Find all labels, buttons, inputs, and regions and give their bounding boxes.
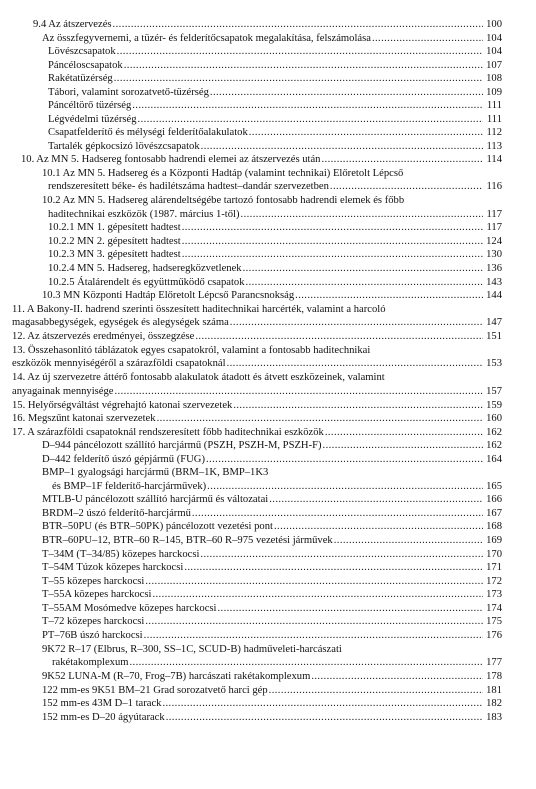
dot-leader	[124, 59, 483, 72]
dot-leader	[227, 357, 483, 370]
toc-entry-title: 10.2 Az MN 5. Hadsereg alárendeltségébe tartozó fontosabb hadrendi elemek és főbb	[42, 195, 405, 206]
toc-entry	[0, 113, 536, 126]
toc-entry	[0, 167, 536, 180]
toc-entry	[0, 507, 536, 520]
toc-entry	[0, 303, 536, 316]
dot-leader	[274, 520, 483, 533]
dot-leader	[113, 18, 483, 31]
toc-entry-title: Az összfegyvernemi, a tüzér- és felderítőcsapatok megalakítása, felszámolása	[42, 32, 371, 44]
dot-leader	[195, 330, 483, 343]
toc-entry	[0, 344, 536, 357]
toc-entry-title: haditechnikai eszközök (1987. március 1-től)	[48, 208, 240, 220]
toc-page-number: 111	[486, 100, 502, 111]
dot-leader	[311, 670, 483, 683]
dot-leader	[157, 412, 483, 425]
toc-entry-title: 11. A Bakony-II. hadrend szerinti összesített haditechnikai harcérték, valamint a harcoló	[12, 303, 386, 315]
toc-entry-title: 17. A szárazföldi csapatoknál rendszeresített főbb haditechnikai eszközök	[12, 426, 324, 438]
toc-entry	[0, 697, 536, 710]
toc-entry-title: PT–76B úszó harckocsi	[42, 630, 143, 641]
toc-entry-title: T–72 közepes harckocsi	[42, 616, 145, 627]
toc-page-number: 172	[486, 575, 502, 587]
toc-page-number: 167	[486, 507, 502, 519]
toc-entry-title: eszközök mennyiségéről a szárazföldi csapatoknál	[12, 358, 226, 369]
toc-entry-title: Tábori, valamint sorozatvető-tüzérség	[48, 86, 209, 98]
toc-entry	[0, 670, 536, 683]
toc-entry-title: T–55A közepes harckocsi	[42, 589, 152, 600]
toc-entry	[0, 480, 536, 493]
toc-entry	[0, 194, 536, 207]
toc-page-number: 151	[486, 331, 502, 342]
toc-entry	[0, 561, 536, 574]
dot-leader	[325, 426, 483, 439]
dot-leader	[129, 656, 483, 669]
toc-page-number: 109	[486, 86, 502, 98]
toc-page-number: 143	[486, 276, 502, 288]
toc-entry	[0, 684, 536, 697]
dot-leader	[114, 72, 483, 85]
toc-page-number: 144	[486, 290, 502, 301]
toc-page-number: 174	[486, 602, 502, 614]
toc-page-number: 114	[486, 154, 502, 165]
dot-leader	[138, 113, 483, 126]
dot-leader	[233, 399, 483, 412]
toc-entry-title: 13. Összehasonlító táblázatok egyes csapatokról, valamint a fontosabb haditechnikai	[12, 344, 371, 356]
toc-entry	[0, 18, 536, 31]
toc-page-number: 165	[486, 480, 502, 492]
dot-leader	[241, 208, 483, 221]
toc-entry-title: Páncéltörő tüzérség	[48, 100, 132, 111]
toc-entry	[0, 602, 536, 615]
toc-entry-title: 10.2.5 Átalárendelt és együttműködő csapatok	[48, 276, 245, 288]
dot-leader	[207, 480, 483, 493]
toc-entry	[0, 615, 536, 628]
toc-page-number: 117	[486, 222, 502, 233]
toc-entry-title: BMP–1 gyalogsági harcjármű (BRM–1K, BMP–1K3	[42, 467, 269, 478]
toc-page-number: 171	[486, 562, 502, 573]
toc-entry-title: 14. Az új szervezetre áttérő fontosabb alakulatok átadott és átvett eszközeinek, valamint	[12, 372, 385, 383]
toc-entry-title: 9K52 LUNA-M (R–70, Frog–7B) harcászati rakétakomplexum	[42, 671, 311, 682]
toc-entry-title: 10.2.3 MN 3. gépesített hadtest	[48, 249, 181, 260]
toc-page-number: 136	[486, 263, 502, 274]
dot-leader	[217, 602, 483, 615]
toc-entry	[0, 262, 536, 275]
toc-page-number: 113	[486, 140, 502, 152]
toc-entry-title: D–442 felderítő úszó gépjármű (FUG)	[42, 453, 205, 465]
dot-leader	[323, 439, 483, 452]
toc-entry	[0, 180, 536, 193]
toc-entry	[0, 520, 536, 533]
toc-page-number: 178	[486, 671, 502, 682]
toc-page-number: 160	[486, 413, 502, 424]
toc-entry	[0, 32, 536, 45]
toc-entry-title: BTR–60PU–12, BTR–60 R–145, BTR–60 R–975 vezetési járművek	[42, 535, 333, 546]
toc-entry-title: 10.2.4 MN 5. Hadsereg, hadseregközvetlenek	[48, 263, 242, 274]
dot-leader	[162, 697, 483, 710]
dot-leader	[249, 126, 483, 139]
toc-page-number: 111	[486, 113, 502, 125]
toc-entry	[0, 466, 536, 479]
toc-entry-title: anyagainak mennyisége	[12, 385, 114, 397]
dot-leader	[269, 684, 483, 697]
toc-entry	[0, 45, 536, 58]
toc-page-number: 166	[486, 494, 502, 505]
toc-entry	[0, 643, 536, 656]
toc-page-number: 108	[486, 73, 502, 84]
toc-entry	[0, 72, 536, 85]
dot-leader	[144, 629, 483, 642]
toc-entry	[0, 493, 536, 506]
dot-leader	[334, 534, 483, 547]
toc-entry-title: rendszeresített béke- és hadilétszáma hadtest–dandár szervezetben	[48, 181, 329, 192]
toc-entry-title: D–944 páncélozott szállító harcjármű (PSZH, PSZH-M, PSZH-F)	[42, 440, 322, 451]
toc-page-number: 104	[486, 32, 502, 44]
toc-entry	[0, 126, 536, 139]
toc-entry-title: 10. Az MN 5. Hadsereg fontosabb hadrendi elemei az átszervezés után	[21, 154, 321, 165]
toc-page-number: 130	[486, 249, 502, 260]
toc-entry-title: 10.2.1 MN 1. gépesített hadtest	[48, 222, 181, 233]
toc-entry-title: 10.2.2 MN 2. gépesített hadtest	[48, 235, 181, 247]
toc-entry	[0, 439, 536, 452]
dot-leader	[243, 262, 483, 275]
toc-entry	[0, 588, 536, 601]
toc-page-number: 100	[486, 19, 502, 30]
toc-entry-title: Tartalék gépkocsizó lövészcsapatok	[48, 140, 200, 152]
toc-entry-title: T–55 közepes harckocsi	[42, 575, 145, 587]
toc-entry-title: magasabbegységek, egységek és alegységek száma	[12, 317, 229, 328]
toc-page-number: 124	[486, 235, 502, 247]
dot-leader	[321, 153, 483, 166]
dot-leader	[182, 235, 483, 248]
dot-leader	[330, 180, 483, 193]
toc-page-number: 162	[486, 426, 502, 438]
toc-entry-title: 10.3 MN Központi Hadtáp Előretolt Lépcső Parancsnokság	[42, 290, 295, 301]
dot-leader	[166, 711, 483, 724]
toc-entry-title: MTLB-U páncélozott szállító harcjármű és változatai	[42, 494, 269, 505]
toc-entry-title: 9.4 Az átszervezés	[33, 19, 112, 30]
toc-page-number: 157	[486, 385, 502, 397]
toc-page-number: 164	[486, 453, 502, 465]
toc-entry-title: 12. Az átszervezés eredményei, összegzése	[12, 331, 195, 342]
toc-entry-title: BRDM–2 úszó felderítő-harcjármű	[42, 507, 191, 519]
toc-page-number: 169	[486, 535, 502, 546]
toc-entry-title: BTR–50PU (és BTR–50PK) páncélozott vezetési pont	[42, 521, 273, 532]
toc-page-number: 104	[486, 46, 502, 57]
toc-page-number: 147	[486, 317, 502, 328]
dot-leader	[145, 615, 483, 628]
dot-leader	[295, 289, 483, 302]
dot-leader	[192, 507, 483, 520]
toc-entry	[0, 453, 536, 466]
toc-entry	[0, 412, 536, 425]
toc-entry	[0, 385, 536, 398]
toc-page-number: 168	[486, 521, 502, 532]
dot-leader	[182, 221, 483, 234]
toc-entry	[0, 330, 536, 343]
toc-entry	[0, 426, 536, 439]
toc-entry	[0, 153, 536, 166]
dot-leader	[117, 45, 483, 58]
dot-leader	[201, 140, 483, 153]
toc-entry	[0, 221, 536, 234]
toc-entry	[0, 534, 536, 547]
toc-entry	[0, 99, 536, 112]
toc-entry-title: Páncéloscsapatok	[48, 59, 123, 71]
dot-leader	[210, 86, 483, 99]
toc-page-number: 175	[486, 616, 502, 627]
toc-entry-title: Rakétatüzérség	[48, 73, 113, 84]
toc-page-number: 177	[486, 657, 502, 668]
toc-page-number: 162	[486, 440, 502, 451]
toc-entry-title: 152 mm-es 43M D–1 tarack	[42, 698, 162, 709]
toc-entry	[0, 208, 536, 221]
toc-entry	[0, 548, 536, 561]
toc-entry-title: Légvédelmi tüzérség	[48, 113, 137, 125]
toc-page-number: 170	[486, 548, 502, 560]
toc-entry	[0, 357, 536, 370]
toc-entry-title: Lövészcsapatok	[48, 46, 116, 57]
toc-entry	[0, 59, 536, 72]
toc-entry	[0, 575, 536, 588]
dot-leader	[152, 588, 483, 601]
toc-page-number: 117	[486, 208, 502, 220]
dot-leader	[269, 493, 483, 506]
dot-leader	[182, 248, 483, 261]
toc-entry-title: T–34M (T–34/85) közepes harckocsi	[42, 548, 200, 560]
toc-page-number: 116	[486, 181, 502, 192]
toc-entry-title: T–54M Túzok közepes harckocsi	[42, 562, 184, 573]
toc-entry	[0, 289, 536, 302]
toc-entry	[0, 316, 536, 329]
dot-leader	[184, 561, 483, 574]
toc-entry	[0, 86, 536, 99]
toc-entry	[0, 656, 536, 669]
toc-entry	[0, 276, 536, 289]
toc-entry	[0, 248, 536, 261]
toc-entry-title: 15. Helyőrségváltást végrehajtó katonai szervezetek	[12, 399, 233, 411]
toc-entry-title: Csapatfelderítő és mélységi felderítőalakulatok	[48, 127, 248, 138]
toc-entry-title: és BMP–1F felderítő-harcjárművek)	[52, 480, 207, 492]
toc-entry-title: 16. Megszűnt katonai szervezetek	[12, 413, 156, 424]
dot-leader	[114, 385, 483, 398]
toc-entry-title: 122 mm-es 9K51 BM–21 Grad sorozatvető harci gép	[42, 684, 268, 696]
toc-entry	[0, 399, 536, 412]
dot-leader	[372, 32, 483, 45]
toc-page-number: 159	[486, 399, 502, 411]
dot-leader	[230, 316, 483, 329]
dot-leader	[246, 276, 483, 289]
toc-page-number: 153	[486, 358, 502, 369]
toc-entry	[0, 629, 536, 642]
dot-leader	[145, 575, 483, 588]
toc-page-number: 181	[486, 684, 502, 696]
toc-entry-title: T–55AM Mosómedve közepes harckocsi	[42, 602, 217, 614]
dot-leader	[200, 548, 483, 561]
toc-page-number: 176	[486, 630, 502, 641]
toc-entry-title: rakétakomplexum	[52, 657, 129, 668]
toc-page-number: 112	[486, 127, 502, 138]
dot-leader	[132, 99, 483, 112]
toc-page-number: 173	[486, 589, 502, 600]
toc-page-number: 182	[486, 698, 502, 709]
dot-leader	[206, 453, 483, 466]
toc-page-number: 107	[486, 59, 502, 71]
toc-entry	[0, 371, 536, 384]
toc-entry	[0, 235, 536, 248]
toc-entry-title: 10.1 Az MN 5. Hadsereg és a Központi Hadtáp (valamint technikai) Előretolt Lépcső	[42, 168, 404, 179]
toc-page-number: 183	[486, 711, 502, 723]
toc-entry-title: 9K72 R–17 (Elbrus, R–300, SS–1C, SCUD-B) hadműveleti-harcászati	[42, 643, 342, 655]
toc-entry	[0, 140, 536, 153]
toc-entry	[0, 711, 536, 724]
toc-entry-title: 152 mm-es D–20 ágyútarack	[42, 711, 165, 723]
